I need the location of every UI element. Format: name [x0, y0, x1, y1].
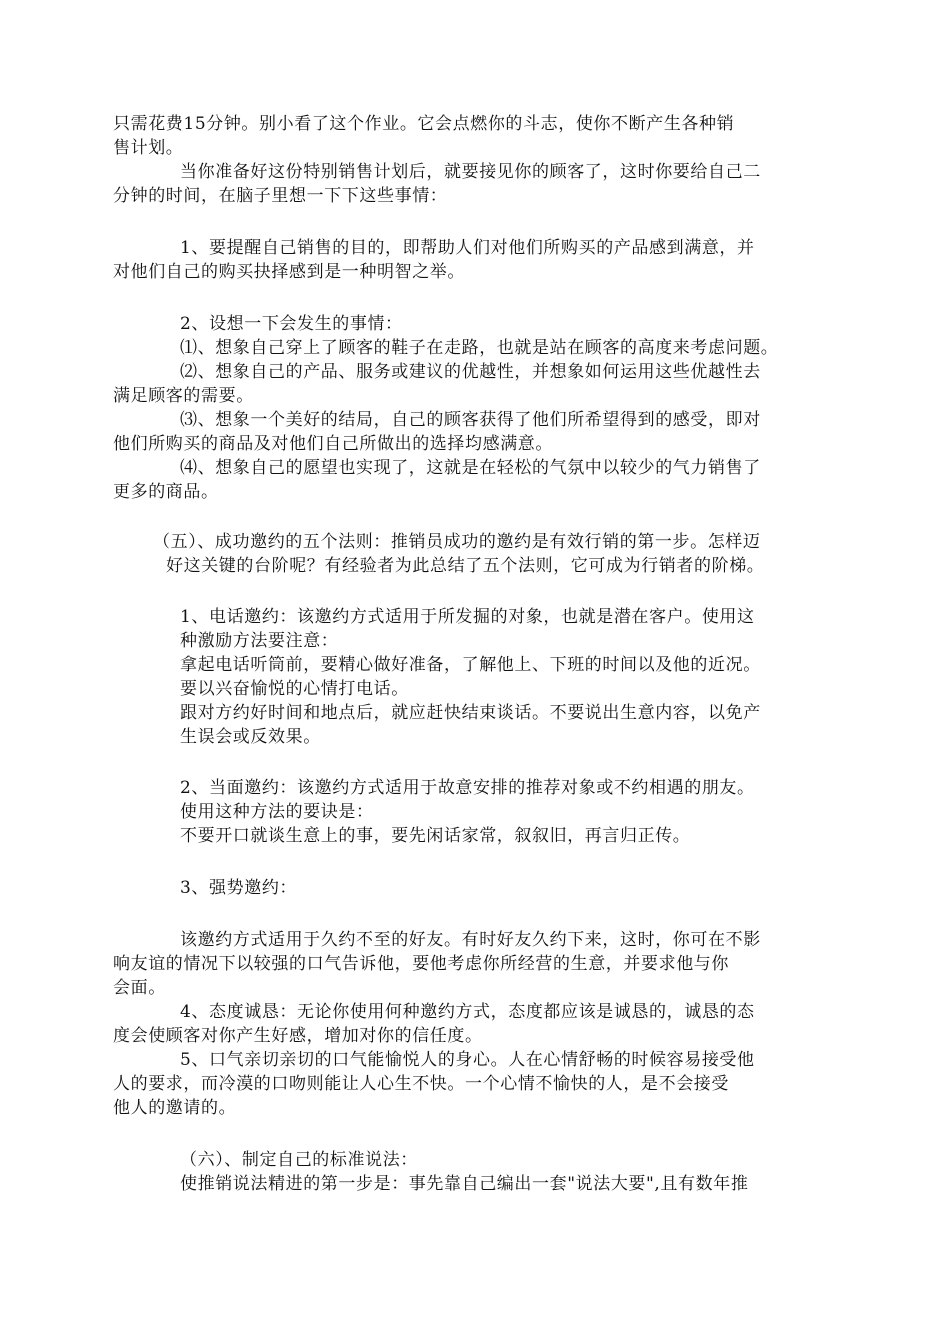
- text-line: 跟对方约好时间和地点后，就应赶快结束谈话。不要说出生意内容，以免产: [180, 703, 761, 723]
- text-line: 2、设想一下会发生的事情：: [180, 314, 403, 334]
- text-line: 会面。: [113, 978, 166, 998]
- text-line: 人的要求，而冷漠的口吻则能让人心生不快。一个心情不愉快的人，是不会接受: [113, 1074, 729, 1094]
- text-line: 5、口气亲切亲切的口气能愉悦人的身心。人在心情舒畅的时候容易接受他: [180, 1050, 755, 1070]
- text-line: 当你准备好这份特别销售计划后，就要接见你的顾客了，这时你要给自己二: [180, 162, 761, 182]
- text-line: 该邀约方式适用于久约不至的好友。有时好友久约下来，这时，你可在不影: [180, 930, 761, 950]
- text-line: ⑴、想象自己穿上了顾客的鞋子在走路，也就是站在顾客的高度来考虑问题。: [180, 338, 779, 358]
- text-line: 只需花费15分钟。别小看了这个作业。它会点燃你的斗志，使你不断产生各种销: [113, 114, 735, 134]
- text-line: 生误会或反效果。: [180, 727, 321, 747]
- text-line: 4、态度诚恳：无论你使用何种邀约方式，态度都应该是诚恳的，诚恳的态: [180, 1002, 755, 1022]
- text-line: 售计划。: [113, 138, 184, 158]
- text-line: 对他们自己的购买抉择感到是一种明智之举。: [113, 262, 465, 282]
- text-line: ⑶、想象一个美好的结局，自己的顾客获得了他们所希望得到的感受，即对: [180, 410, 761, 430]
- text-line: 满足顾客的需要。: [113, 386, 254, 406]
- text-line: ⑷、想象自己的愿望也实现了，这就是在轻松的气氛中以较少的气力销售了: [180, 458, 761, 478]
- text-line: 他人的邀请的。: [113, 1098, 237, 1118]
- text-line: 好这关键的台阶呢？有经验者为此总结了五个法则，它可成为行销者的阶梯。: [166, 556, 765, 576]
- text-line: 更多的商品。: [113, 482, 219, 502]
- text-line: 不要开口就谈生意上的事，要先闲话家常，叙叙旧，再言归正传。: [180, 826, 691, 846]
- section-heading: （六）、制定自己的标准说法：: [180, 1150, 418, 1170]
- text-line: 1、电话邀约：该邀约方式适用于所发掘的对象，也就是潜在客户。使用这: [180, 607, 755, 627]
- text-line: 1、要提醒自己销售的目的，即帮助人们对他们所购买的产品感到满意，并: [180, 238, 755, 258]
- text-line: 要以兴奋愉悦的心情打电话。: [180, 679, 409, 699]
- text-line: 响友谊的情况下以较强的口气告诉他，要他考虑你所经营的生意，并要求他与你: [113, 954, 729, 974]
- text-line: 使用这种方法的要诀是：: [180, 802, 374, 822]
- text-line: 使推销说法精进的第一步是：事先靠自己编出一套"说法大要",且有数年推: [180, 1174, 749, 1194]
- text-line: 分钟的时间，在脑子里想一下下这些事情：: [113, 186, 448, 206]
- text-line: 他们所购买的商品及对他们自己所做出的选择均感满意。: [113, 434, 553, 454]
- text-line: 种激励方法要注意：: [180, 631, 339, 651]
- text-line: 拿起电话听筒前，要精心做好准备，了解他上、下班的时间以及他的近况。: [180, 655, 761, 675]
- text-line: ⑵、想象自己的产品、服务或建议的优越性，并想象如何运用这些优越性去: [180, 362, 761, 382]
- text-line: 2、当面邀约：该邀约方式适用于故意安排的推荐对象或不约相遇的朋友。: [180, 778, 755, 798]
- text-line: 度会使顾客对你产生好感，增加对你的信任度。: [113, 1026, 483, 1046]
- section-heading: （五）、成功邀约的五个法则：推销员成功的邀约是有效行销的第一步。怎样迈: [153, 532, 761, 552]
- text-line: 3、强势邀约：: [180, 878, 298, 898]
